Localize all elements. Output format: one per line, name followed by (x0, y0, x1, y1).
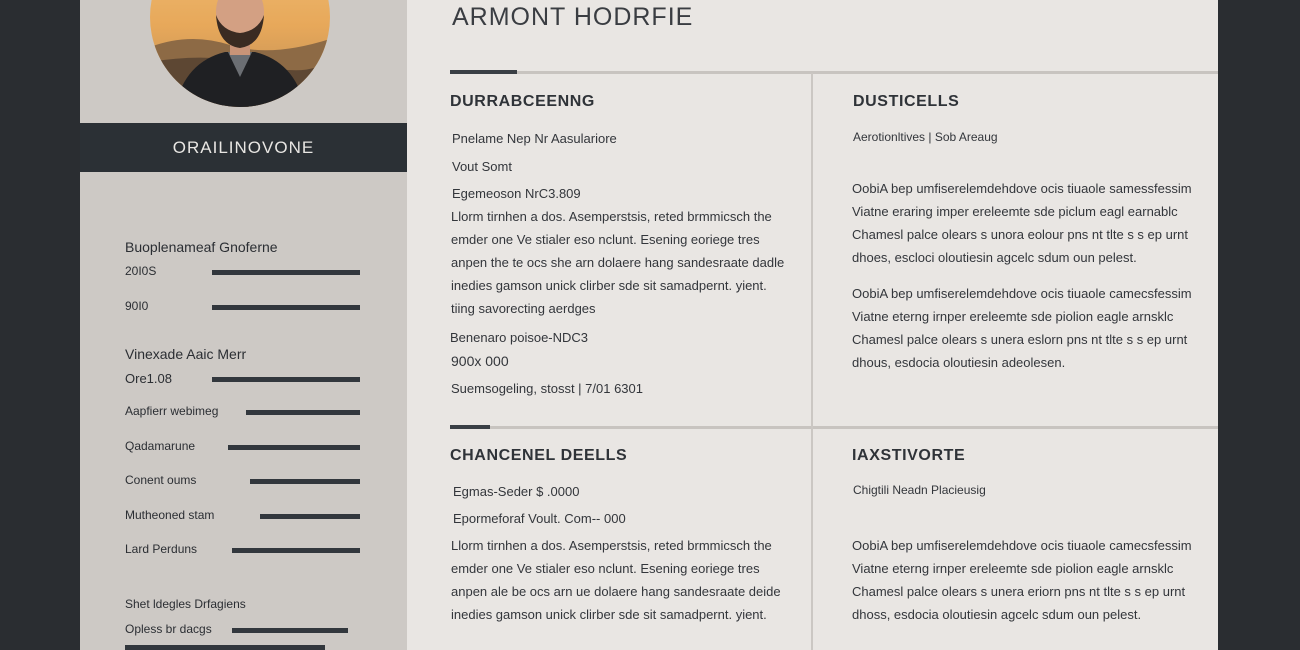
section-subtitle: Aerotionltives | Sob Areaug (853, 130, 998, 144)
section-paragraph (852, 282, 1192, 374)
paragraph-line: Chamesl palce olears s unera eslorn pns nt tlte s s ep urnt (852, 332, 1188, 347)
skill-label: Ore1.08 (125, 371, 172, 386)
skill-bar (260, 514, 360, 519)
paragraph-line: dhoss, esdocia oloutiesin agcelc sdum oun pelest. (852, 607, 1142, 622)
skill-row (125, 542, 365, 560)
skill-bar (212, 270, 360, 275)
skill-label: Aapfierr webimeg (125, 404, 219, 418)
section-line: Epormeforaf Voult. Com-- 000 (453, 511, 626, 526)
paragraph-line: OobiA bep umfiserelemdehdove ocis tiuaole samessfessim (852, 181, 1192, 196)
divider-top (450, 71, 1218, 74)
skill-label: 90I0 (125, 299, 149, 313)
section-line: Benenaro poisoe-NDC3 (450, 330, 589, 345)
section-title: CHANCENEL DEELLS (450, 447, 628, 464)
divider-middle (450, 426, 1218, 429)
background-left (0, 0, 80, 650)
skill-bar (212, 305, 360, 310)
skill-row (125, 622, 365, 640)
paragraph-line: tiing savorecting aerdges (451, 301, 596, 316)
paragraph-line: inedies gamson unick clirber sde sit samadpernt. yient. (451, 278, 767, 293)
section-paragraph (852, 177, 1192, 269)
profile-photo (150, 0, 330, 107)
skill-bar (232, 628, 348, 633)
paragraph-line: Llorm tirnhen a dos. Asemperstsis, reted brmmicsch the (451, 209, 772, 224)
section-paragraph (451, 534, 781, 626)
section-line: Suemsogeling, stosst | 7/01 6301 (451, 381, 643, 396)
paragraph-line: dhoes, escloci oloutiesin agcelc sdum oun pelest. (852, 250, 1137, 265)
section-title: DUSTICELLS (853, 93, 960, 110)
paragraph-line: dhous, esdocia oloutiesin adeolesen. (852, 355, 1066, 370)
paragraph-line: anpen ale be ocs arn ue dolaere hang sandesraate deide (451, 584, 781, 599)
section-line: Pnelame Nep Nr Aasulariore (452, 131, 617, 146)
background-right (1218, 0, 1300, 650)
skill-bar (212, 377, 360, 382)
paragraph-line: emder one Ve stialer eso nclunt. Esening eoriege tres (451, 232, 760, 247)
section-line: Vout Somt (452, 159, 512, 174)
sidebar-heading-2: Vinexade Aaic Merr (125, 346, 247, 362)
skill-row (125, 371, 365, 389)
section-line: 900x 000 (451, 353, 509, 369)
skill-label: Opless br dacgs (125, 622, 212, 636)
sidebar (80, 0, 407, 650)
paragraph-line: anpen the te ocs she arn dolaere hang sandesraate dadle (451, 255, 785, 270)
section-title: IAXSTIVORTE (852, 447, 966, 464)
skill-label: Conent oums (125, 473, 197, 487)
paragraph-line: inedies gamson unick clirber sde sit samadpernt. yient. (451, 607, 767, 622)
section-line: Egemeoson NrC3.809 (452, 186, 581, 201)
column-divider (811, 73, 813, 650)
section-subtitle: Chigtili Neadn Placieusig (853, 483, 986, 497)
skill-row (125, 404, 365, 422)
person-name: ARMONT HODRFIE (452, 3, 694, 31)
resume-page (80, 0, 1218, 650)
skill-label: 20I0S (125, 264, 157, 278)
paragraph-line: emder one Ve stialer eso nclunt. Esening eoriege tres (451, 561, 760, 576)
skill-label: Mutheoned stam (125, 508, 215, 522)
skill-row (125, 299, 365, 317)
skill-bar-partial (125, 645, 325, 650)
skill-bar (228, 445, 360, 450)
section-paragraph (852, 534, 1192, 626)
skill-label: Qadamarune (125, 439, 196, 453)
skill-bar (232, 548, 360, 553)
skill-row (125, 439, 365, 457)
divider-accent (450, 425, 490, 429)
skill-bar (250, 479, 360, 484)
sidebar-heading-3: Shet ldegles Drfagiens (125, 597, 246, 611)
paragraph-line: Llorm tirnhen a dos. Asemperstsis, reted brmmicsch the (451, 538, 772, 553)
job-title-band: ORAILINOVONE (80, 123, 407, 172)
skill-row (125, 473, 365, 491)
paragraph-line: OobiA bep umfiserelemdehdove ocis tiuaole camecsfessim (852, 286, 1192, 301)
skill-row (125, 508, 365, 526)
skill-bar (246, 410, 360, 415)
skill-row (125, 264, 365, 282)
paragraph-line: Chamesl palce olears s unera eriorn pns nt tlte s s ep urnt (852, 584, 1186, 599)
paragraph-line: Viatne eterng irnper ereleemte sde piolion eagle arnsklc (852, 561, 1174, 576)
paragraph-line: OobiA bep umfiserelemdehdove ocis tiuaole camecsfessim (852, 538, 1192, 553)
divider-accent (450, 70, 517, 74)
paragraph-line: Chamesl palce olears s unora eolour pns nt tlte s s ep urnt (852, 227, 1189, 242)
section-paragraph (451, 205, 784, 320)
paragraph-line: Viatne eterng irnper ereleemte sde piolion eagle arnsklc (852, 309, 1174, 324)
sidebar-heading-1: Buoplenameaf Gnoferne (125, 239, 278, 255)
section-title: DURRABCEENNG (450, 93, 595, 110)
skill-label: Lard Perduns (125, 542, 198, 556)
section-line: Egmas-Seder $ .0000 (453, 484, 580, 499)
paragraph-line: Viatne eraring imper ereleemte sde piclum eagl earnablc (852, 204, 1178, 219)
